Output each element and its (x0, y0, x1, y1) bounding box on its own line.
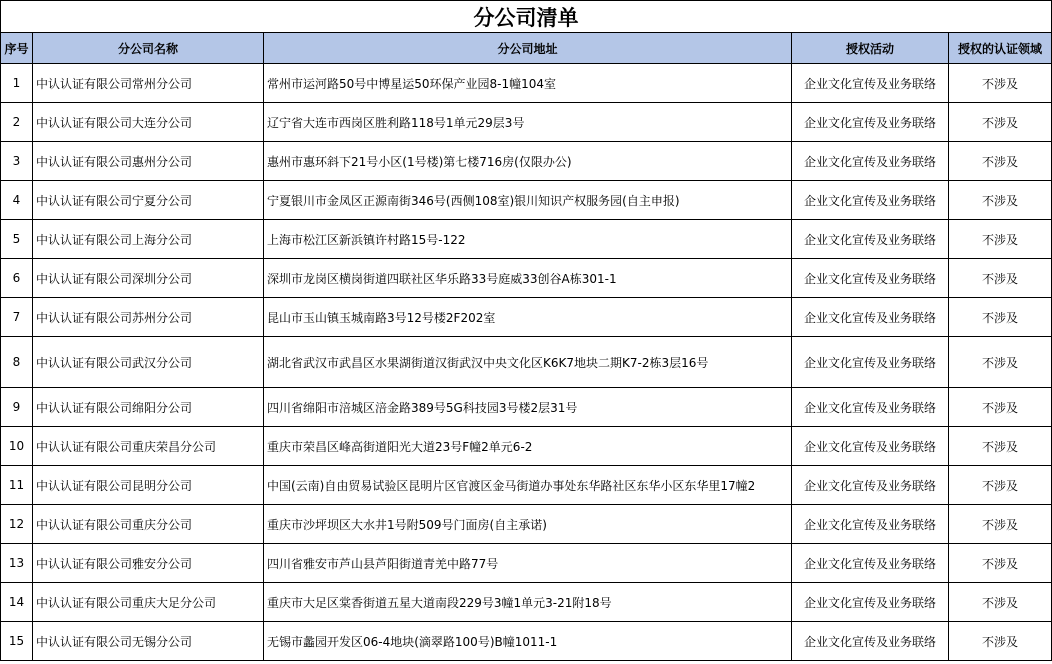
table-row (1, 544, 1052, 583)
cell-branch-name: 中认认证有限公司无锡分公司 (33, 622, 264, 661)
table-row (1, 142, 1052, 181)
cell-authorized-activity: 企业文化宣传及业务联络 (792, 622, 949, 661)
cell-branch-name: 中认认证有限公司重庆荣昌分公司 (33, 427, 264, 466)
cell-cert-domain: 不涉及 (949, 388, 1052, 427)
cell-cert-domain: 不涉及 (949, 64, 1052, 103)
cell-index: 9 (1, 388, 33, 427)
table-row (1, 259, 1052, 298)
cell-branch-address: 惠州市惠环斜下21号小区(1号楼)第七楼716房(仅限办公) (264, 142, 792, 181)
cell-index: 2 (1, 103, 33, 142)
cell-branch-name: 中认认证有限公司深圳分公司 (33, 259, 264, 298)
cell-branch-address: 重庆市沙坪坝区大水井1号附509号门面房(自主承诺) (264, 505, 792, 544)
cell-branch-address: 辽宁省大连市西岗区胜利路118号1单元29层3号 (264, 103, 792, 142)
cell-authorized-activity: 企业文化宣传及业务联络 (792, 337, 949, 388)
cell-cert-domain: 不涉及 (949, 103, 1052, 142)
cell-branch-address: 湖北省武汉市武昌区水果湖街道汉街武汉中央文化区K6K7地块二期K7-2栋3层16号 (264, 337, 792, 388)
cell-branch-name: 中认认证有限公司上海分公司 (33, 220, 264, 259)
table-row (1, 181, 1052, 220)
cell-cert-domain: 不涉及 (949, 142, 1052, 181)
cell-branch-name: 中认认证有限公司绵阳分公司 (33, 388, 264, 427)
cell-index: 15 (1, 622, 33, 661)
cell-cert-domain: 不涉及 (949, 220, 1052, 259)
sheet-title: 分公司清单 (1, 1, 1052, 33)
cell-cert-domain: 不涉及 (949, 298, 1052, 337)
header-branch-address: 分公司地址 (264, 33, 792, 64)
cell-branch-name: 中认认证有限公司重庆分公司 (33, 505, 264, 544)
cell-cert-domain: 不涉及 (949, 622, 1052, 661)
cell-branch-name: 中认认证有限公司重庆大足分公司 (33, 583, 264, 622)
title-row (1, 1, 1052, 33)
cell-index: 10 (1, 427, 33, 466)
cell-authorized-activity: 企业文化宣传及业务联络 (792, 466, 949, 505)
table-row (1, 103, 1052, 142)
cell-authorized-activity: 企业文化宣传及业务联络 (792, 298, 949, 337)
cell-branch-name: 中认认证有限公司常州分公司 (33, 64, 264, 103)
cell-branch-address: 四川省绵阳市涪城区涪金路389号5G科技园3号楼2层31号 (264, 388, 792, 427)
cell-branch-address: 中国(云南)自由贸易试验区昆明片区官渡区金马街道办事处东华路社区东华小区东华里17幢2 (264, 466, 792, 505)
table-row (1, 298, 1052, 337)
cell-branch-name: 中认认证有限公司雅安分公司 (33, 544, 264, 583)
header-authorized-activity: 授权活动 (792, 33, 949, 64)
cell-branch-address: 无锡市蠡园开发区06-4地块(滴翠路100号)B幢1011-1 (264, 622, 792, 661)
cell-branch-name: 中认认证有限公司武汉分公司 (33, 337, 264, 388)
header-row (1, 33, 1052, 64)
table-body (1, 64, 1052, 661)
cell-cert-domain: 不涉及 (949, 259, 1052, 298)
cell-index: 12 (1, 505, 33, 544)
table-row (1, 466, 1052, 505)
cell-branch-address: 宁夏银川市金凤区正源南街346号(西侧108室)银川知识产权服务园(自主申报) (264, 181, 792, 220)
cell-cert-domain: 不涉及 (949, 181, 1052, 220)
cell-branch-name: 中认认证有限公司大连分公司 (33, 103, 264, 142)
cell-branch-address: 常州市运河路50号中博星运50环保产业园8-1幢104室 (264, 64, 792, 103)
cell-branch-name: 中认认证有限公司昆明分公司 (33, 466, 264, 505)
cell-index: 13 (1, 544, 33, 583)
header-cert-domain: 授权的认证领域 (949, 33, 1052, 64)
cell-branch-address: 重庆市荣昌区峰高街道阳光大道23号F幢2单元6-2 (264, 427, 792, 466)
cell-authorized-activity: 企业文化宣传及业务联络 (792, 142, 949, 181)
cell-authorized-activity: 企业文化宣传及业务联络 (792, 181, 949, 220)
cell-authorized-activity: 企业文化宣传及业务联络 (792, 64, 949, 103)
cell-index: 1 (1, 64, 33, 103)
cell-branch-address: 深圳市龙岗区横岗街道四联社区华乐路33号庭威33创谷A栋301-1 (264, 259, 792, 298)
cell-index: 3 (1, 142, 33, 181)
cell-index: 8 (1, 337, 33, 388)
cell-cert-domain: 不涉及 (949, 427, 1052, 466)
cell-authorized-activity: 企业文化宣传及业务联络 (792, 427, 949, 466)
cell-branch-address: 重庆市大足区棠香街道五星大道南段229号3幢1单元3-21附18号 (264, 583, 792, 622)
cell-cert-domain: 不涉及 (949, 505, 1052, 544)
header-index: 序号 (1, 33, 33, 64)
table-row (1, 388, 1052, 427)
cell-authorized-activity: 企业文化宣传及业务联络 (792, 583, 949, 622)
table-row (1, 622, 1052, 661)
cell-authorized-activity: 企业文化宣传及业务联络 (792, 544, 949, 583)
table-row (1, 583, 1052, 622)
cell-index: 7 (1, 298, 33, 337)
cell-branch-name: 中认认证有限公司惠州分公司 (33, 142, 264, 181)
cell-cert-domain: 不涉及 (949, 583, 1052, 622)
cell-branch-name: 中认认证有限公司宁夏分公司 (33, 181, 264, 220)
cell-branch-address: 四川省雅安市芦山县芦阳街道青羌中路77号 (264, 544, 792, 583)
cell-index: 14 (1, 583, 33, 622)
cell-index: 4 (1, 181, 33, 220)
table-row (1, 427, 1052, 466)
cell-branch-address: 昆山市玉山镇玉城南路3号12号楼2F202室 (264, 298, 792, 337)
cell-authorized-activity: 企业文化宣传及业务联络 (792, 259, 949, 298)
table-row (1, 505, 1052, 544)
cell-authorized-activity: 企业文化宣传及业务联络 (792, 505, 949, 544)
table-row (1, 64, 1052, 103)
cell-authorized-activity: 企业文化宣传及业务联络 (792, 220, 949, 259)
cell-cert-domain: 不涉及 (949, 544, 1052, 583)
cell-branch-name: 中认认证有限公司苏州分公司 (33, 298, 264, 337)
cell-authorized-activity: 企业文化宣传及业务联络 (792, 388, 949, 427)
cell-index: 11 (1, 466, 33, 505)
header-branch-name: 分公司名称 (33, 33, 264, 64)
table-row (1, 220, 1052, 259)
cell-index: 6 (1, 259, 33, 298)
cell-cert-domain: 不涉及 (949, 337, 1052, 388)
cell-authorized-activity: 企业文化宣传及业务联络 (792, 103, 949, 142)
table-row (1, 337, 1052, 388)
cell-branch-address: 上海市松江区新浜镇许村路15号-122 (264, 220, 792, 259)
cell-cert-domain: 不涉及 (949, 466, 1052, 505)
cell-index: 5 (1, 220, 33, 259)
